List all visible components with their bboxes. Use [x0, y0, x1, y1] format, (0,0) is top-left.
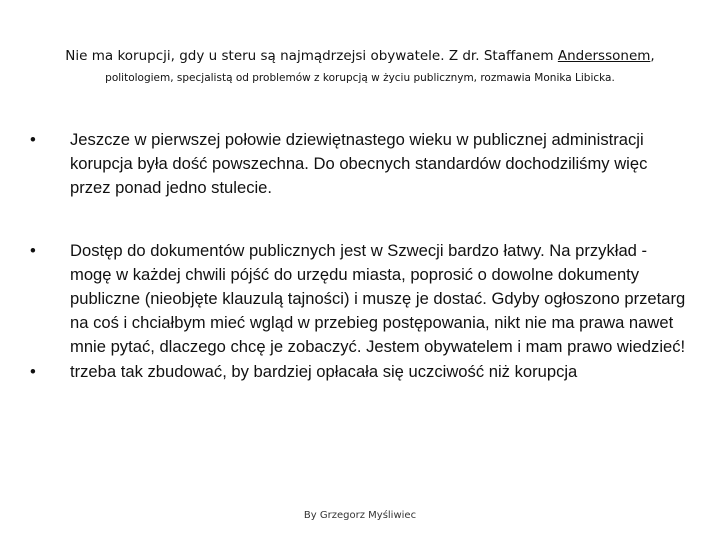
bullet-icon: • — [30, 130, 36, 149]
slide-subtitle: politologiem, specjalistą od problemów z korupcją w życiu publicznym, rozmawia Monika Libicka. — [105, 72, 615, 84]
bullet-icon: • — [30, 240, 36, 260]
bullet-text: trzeba tak zbudować, by bardziej opłacała się uczciwość niż korupcja — [70, 361, 578, 381]
title-suffix: , — [650, 48, 655, 64]
bullet-item — [28, 360, 688, 384]
title-prefix: Nie ma korupcji, gdy u steru są najmądrzejsi obywatele. Z dr. Staffanem — [65, 48, 558, 64]
slide-title — [20, 46, 700, 66]
bullet-text: Jeszcze w pierwszej połowie dziewiętnastego wieku w publicznej administracji korupcja była dość powszechna. Do obecnych standardów dochodziliśmy więc przez ponad jedno stulecie. — [70, 130, 648, 198]
title-underlined-name: Anderssonem — [557, 48, 651, 64]
bullet-item — [28, 239, 688, 360]
footer-author: By Grzegorz Myśliwiec — [303, 510, 417, 521]
bullet-list — [28, 128, 688, 384]
bullet-item — [28, 128, 688, 201]
bullet-text: Dostęp do dokumentów publicznych jest w Szwecji bardzo łatwy. Na przykład - mogę w każdej chwili pójść do urzędu miasta, poprosić o dowolne dokumenty publiczne (nieobjęte klauzulą tajności) i muszę je dostać. Gdyby ogłoszono przetarg na coś i chciałbym mieć wgląd w przebieg postępowania, nikt nie ma prawa nawet mnie pytać, dlaczego chcę je zobaczyć. Jestem obywatelem i mam prawo wiedzieć! — [70, 240, 686, 357]
bullet-icon: • — [30, 361, 36, 381]
